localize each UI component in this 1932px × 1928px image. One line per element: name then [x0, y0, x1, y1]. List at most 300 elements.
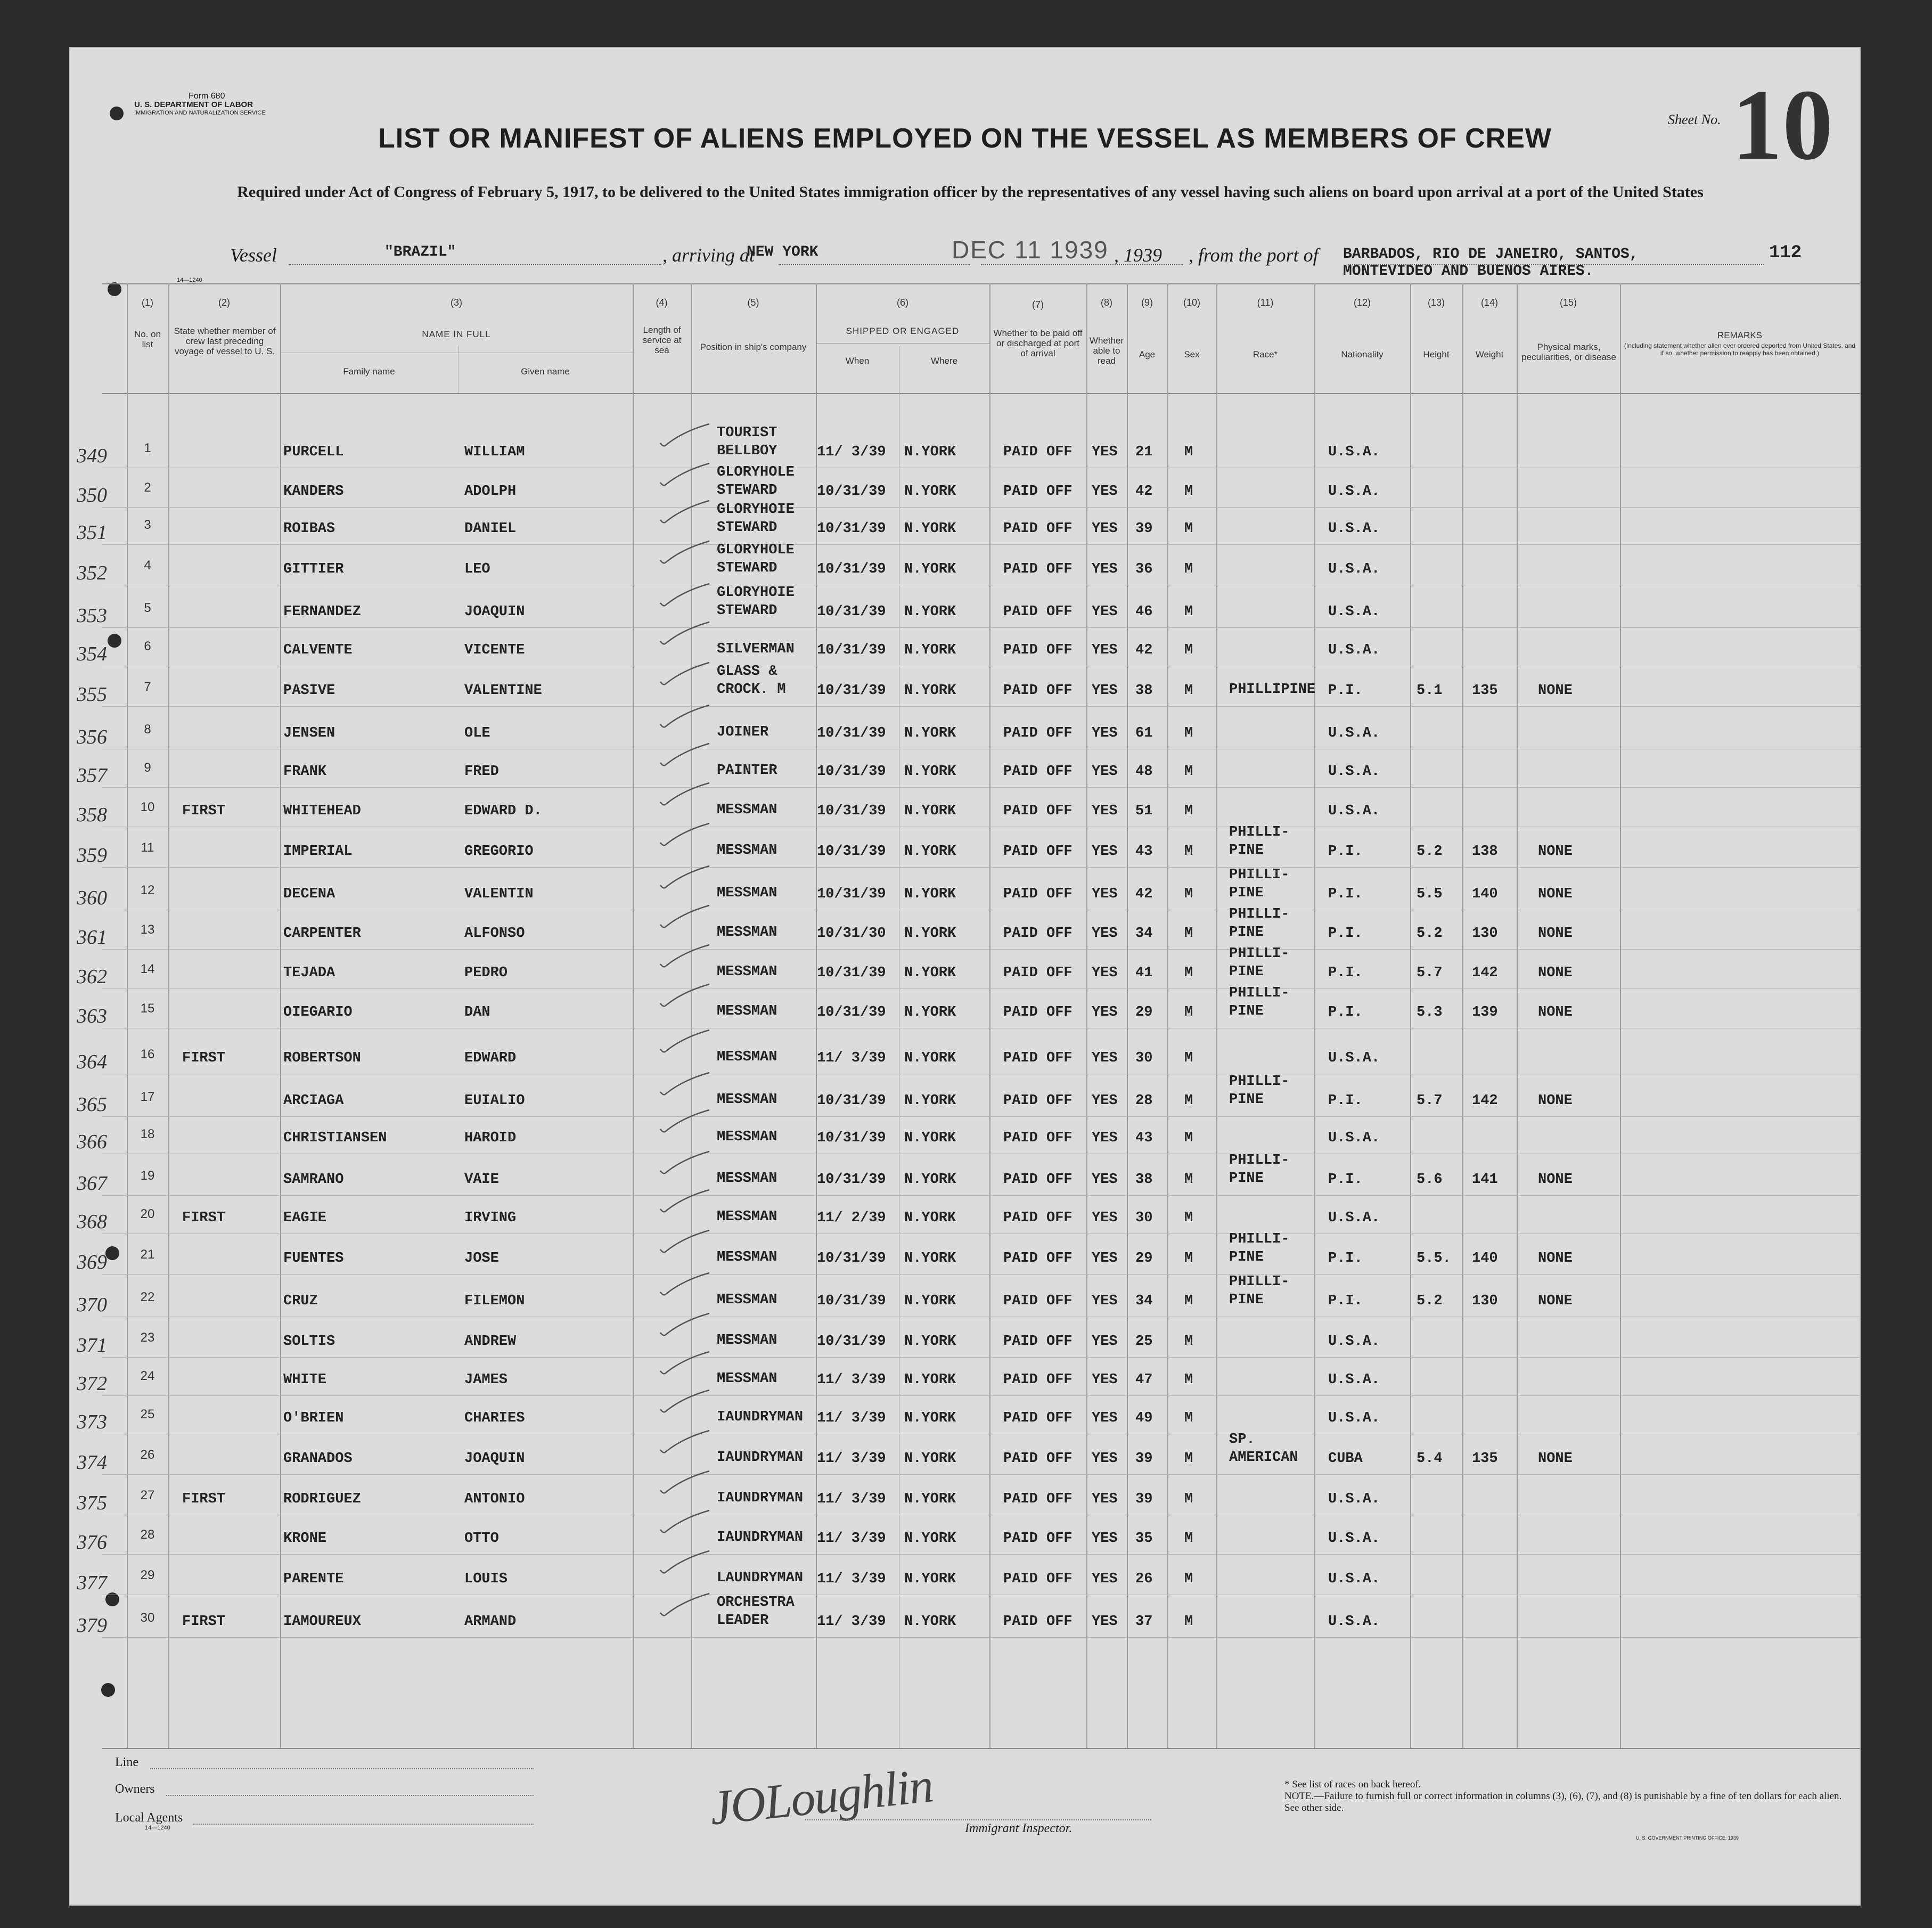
- col-header-shipped: SHIPPED OR ENGAGED: [846, 326, 960, 336]
- shipped-where: N.YORK: [904, 1050, 956, 1066]
- shipped-when: 10/31/39: [817, 1251, 886, 1267]
- checkmark-icon: [656, 1270, 715, 1302]
- position: MESSMAN: [717, 1333, 777, 1349]
- serial-number: 379: [77, 1614, 107, 1637]
- race: PHILLIPINE: [1229, 682, 1316, 698]
- family-name: IMPERIAL: [283, 844, 353, 860]
- age: 34: [1135, 1293, 1153, 1309]
- col-header-remarks: REMARKS: [1717, 330, 1763, 340]
- able-to-read: YES: [1092, 725, 1118, 741]
- nationality: U.S.A.: [1328, 561, 1380, 577]
- able-to-read: YES: [1092, 844, 1118, 860]
- given-name: JOSE: [464, 1251, 499, 1267]
- col-header-remarks-note: (Including statement whether alien ever ordered deported from United States, and if so, whether permission to reapply has been obtained.): [1624, 342, 1856, 357]
- vessel-name: "BRAZIL": [384, 244, 456, 260]
- race-line1: SP.: [1229, 1432, 1255, 1448]
- sex: M: [1184, 484, 1193, 500]
- shipped-where: N.YORK: [904, 1372, 956, 1388]
- height: 5.6: [1417, 1172, 1443, 1188]
- age: 30: [1135, 1050, 1153, 1066]
- paid-off: PAID OFF: [1003, 965, 1073, 981]
- owners-label: Owners: [115, 1782, 155, 1796]
- serial-number: 372: [77, 1373, 107, 1395]
- nationality: U.S.A.: [1328, 764, 1380, 780]
- list-number-cell: 16: [140, 1047, 155, 1061]
- col-header-height: Height: [1423, 349, 1450, 360]
- nationality: U.S.A.: [1328, 1531, 1380, 1547]
- family-name: KANDERS: [283, 484, 344, 500]
- sex: M: [1184, 604, 1193, 620]
- penalty-note: NOTE.—Failure to furnish full or correct information in columns (3), (6), (7), and (8) is punishable by a fine of ten dollars for each alien. See other side.: [1284, 1791, 1842, 1813]
- col-header-weight: Weight: [1475, 349, 1504, 360]
- row-rule: [102, 544, 1860, 545]
- serial-number: 356: [77, 726, 107, 748]
- given-name: VALENTINE: [464, 683, 542, 699]
- shipped-when: 10/31/39: [817, 1172, 886, 1188]
- family-name: IAMOUREUX: [283, 1614, 361, 1630]
- shipped-where: N.YORK: [904, 1614, 956, 1630]
- list-number-cell: 4: [144, 558, 151, 573]
- paid-off: PAID OFF: [1003, 1093, 1073, 1109]
- shipped-where: N.YORK: [904, 1210, 956, 1226]
- family-name: ROBERTSON: [283, 1050, 361, 1066]
- family-name: TEJADA: [283, 965, 335, 981]
- shipped-where: N.YORK: [904, 803, 956, 819]
- able-to-read: YES: [1092, 926, 1118, 942]
- paid-off: PAID OFF: [1003, 1531, 1073, 1547]
- serial-number: 360: [77, 887, 107, 909]
- able-to-read: YES: [1092, 1293, 1118, 1309]
- given-name: FRED: [464, 764, 499, 780]
- nationality: U.S.A.: [1328, 444, 1380, 460]
- checkmark-icon: [656, 1227, 715, 1259]
- list-number-cell: 19: [140, 1169, 155, 1183]
- able-to-read: YES: [1092, 965, 1118, 981]
- physical-marks: NONE: [1538, 886, 1573, 902]
- col-num-8: (8): [1101, 297, 1112, 308]
- previous-voyage: FIRST: [182, 1050, 226, 1066]
- list-number-cell: 30: [140, 1611, 155, 1625]
- from-ports-line2: MONTEVIDEO AND BUENOS AIRES.: [1343, 263, 1594, 280]
- sex: M: [1184, 926, 1193, 942]
- previous-voyage: FIRST: [182, 1491, 226, 1507]
- nationality: U.S.A.: [1328, 484, 1380, 500]
- weight: 141: [1472, 1172, 1498, 1188]
- shipped-where: N.YORK: [904, 965, 956, 981]
- family-name: GITTIER: [283, 561, 344, 577]
- nationality: U.S.A.: [1328, 642, 1380, 658]
- height: 5.5: [1417, 886, 1443, 902]
- family-name: FUENTES: [283, 1251, 344, 1267]
- shipped-where: N.YORK: [904, 1093, 956, 1109]
- sex: M: [1184, 1410, 1193, 1426]
- physical-marks: NONE: [1538, 1451, 1573, 1467]
- shipped-when: 10/31/39: [817, 521, 886, 537]
- family-name: FERNANDEZ: [283, 604, 361, 620]
- able-to-read: YES: [1092, 1451, 1118, 1467]
- age: 49: [1135, 1410, 1153, 1426]
- sex: M: [1184, 886, 1193, 902]
- age: 29: [1135, 1251, 1153, 1267]
- col-num-10: (10): [1183, 297, 1200, 308]
- shipped-when: 10/31/39: [817, 764, 886, 780]
- position: BELLBOY: [717, 443, 777, 459]
- sex: M: [1184, 1334, 1193, 1350]
- given-name: ALFONSO: [464, 926, 525, 942]
- serial-number: 374: [77, 1451, 107, 1474]
- serial-number: 376: [77, 1531, 107, 1554]
- height: 5.2: [1417, 926, 1443, 942]
- given-name: VALENTIN: [464, 886, 534, 902]
- able-to-read: YES: [1092, 561, 1118, 577]
- list-number-cell: 9: [144, 761, 151, 775]
- serial-number: 349: [77, 445, 107, 467]
- shipped-where: N.YORK: [904, 561, 956, 577]
- sex: M: [1184, 1571, 1193, 1587]
- shipped-where: N.YORK: [904, 1004, 956, 1020]
- physical-marks: NONE: [1538, 926, 1573, 942]
- race: PINE: [1229, 885, 1264, 901]
- from-label: , from the port of: [1189, 244, 1319, 266]
- row-rule: [102, 1637, 1860, 1638]
- position: MESSMAN: [717, 843, 777, 859]
- family-name: CALVENTE: [283, 642, 353, 658]
- shipped-when: 11/ 3/39: [817, 444, 886, 460]
- given-name: PEDRO: [464, 965, 508, 981]
- col-header-able-to-read: Whether able to read: [1089, 336, 1124, 366]
- shipped-when: 11/ 3/39: [817, 1491, 886, 1507]
- able-to-read: YES: [1092, 521, 1118, 537]
- nationality: P.I.: [1328, 926, 1363, 942]
- shipped-when: 11/ 3/39: [817, 1614, 886, 1630]
- race-footnote: * See list of races on back hereof.: [1284, 1779, 1421, 1790]
- checkmark-icon: [656, 1507, 715, 1539]
- race-line1: PHILLI-: [1229, 946, 1290, 962]
- weight: 139: [1472, 1004, 1498, 1020]
- family-name: EAGIE: [283, 1210, 327, 1226]
- row-rule: [102, 988, 1860, 989]
- shipped-when: 11/ 3/39: [817, 1372, 886, 1388]
- sex: M: [1184, 764, 1193, 780]
- shipped-when: 10/31/39: [817, 1130, 886, 1146]
- nationality: P.I.: [1328, 886, 1363, 902]
- shipped-where: N.YORK: [904, 1491, 956, 1507]
- family-name: PURCELL: [283, 444, 344, 460]
- nationality: U.S.A.: [1328, 1491, 1380, 1507]
- checkmark-icon: [656, 1027, 715, 1059]
- age: 51: [1135, 803, 1153, 819]
- sheet-number: 10: [1732, 69, 1833, 181]
- age: 42: [1135, 484, 1153, 500]
- weight: 135: [1472, 1451, 1498, 1467]
- position-line1: GLORYHOIE: [717, 585, 795, 601]
- shipped-where: N.YORK: [904, 1130, 956, 1146]
- previous-voyage: FIRST: [182, 803, 226, 819]
- serial-number: 355: [77, 683, 107, 706]
- inspector-label: Immigrant Inspector.: [965, 1821, 1073, 1835]
- able-to-read: YES: [1092, 1491, 1118, 1507]
- col-header-when: When: [845, 356, 870, 366]
- physical-marks: NONE: [1538, 1251, 1573, 1267]
- physical-marks: NONE: [1538, 844, 1573, 860]
- serial-number: 358: [77, 804, 107, 826]
- able-to-read: YES: [1092, 1093, 1118, 1109]
- list-number-cell: 15: [140, 1001, 155, 1016]
- age: 39: [1135, 1491, 1153, 1507]
- position: MESSMAN: [717, 802, 777, 818]
- position: STEWARD: [717, 560, 777, 576]
- nationality: P.I.: [1328, 965, 1363, 981]
- weight: 140: [1472, 886, 1498, 902]
- arrival-port: NEW YORK: [747, 244, 818, 260]
- row-rule: [102, 787, 1860, 788]
- family-name: FRANK: [283, 764, 327, 780]
- given-name: JAMES: [464, 1372, 508, 1388]
- manifest-sheet: [69, 47, 1861, 1906]
- race-line1: PHILLI-: [1229, 985, 1290, 1001]
- position: MESSMAN: [717, 1171, 777, 1187]
- paid-off: PAID OFF: [1003, 803, 1073, 819]
- family-name: SOLTIS: [283, 1334, 335, 1350]
- subtitle: Required under Act of Congress of February 5, 1917, to be delivered to the United States immigration officer by the representatives of any vessel having such aliens on board upon arrival at a port of the United States: [237, 183, 1704, 201]
- sex: M: [1184, 965, 1193, 981]
- col-num-14: (14): [1480, 297, 1498, 308]
- position: LAUNDRYMAN: [717, 1570, 804, 1586]
- paid-off: PAID OFF: [1003, 1251, 1073, 1267]
- shipped-when: 10/31/39: [817, 561, 886, 577]
- nationality: U.S.A.: [1328, 521, 1380, 537]
- row-rule: [102, 949, 1860, 950]
- race-line1: PHILLI-: [1229, 1274, 1290, 1290]
- col-num-13: (13): [1427, 297, 1445, 308]
- sex: M: [1184, 1251, 1193, 1267]
- paid-off: PAID OFF: [1003, 1050, 1073, 1066]
- line-label: Line: [115, 1755, 138, 1769]
- from-ports-line1: BARBADOS, RIO DE JANEIRO, SANTOS,: [1343, 246, 1639, 263]
- list-number-cell: 17: [140, 1090, 155, 1104]
- age: 37: [1135, 1614, 1153, 1630]
- nationality: U.S.A.: [1328, 1050, 1380, 1066]
- paid-off: PAID OFF: [1003, 1571, 1073, 1587]
- list-number-cell: 8: [144, 722, 151, 737]
- shipped-where: N.YORK: [904, 1334, 956, 1350]
- paid-off: PAID OFF: [1003, 926, 1073, 942]
- race-line1: PHILLI-: [1229, 1074, 1290, 1090]
- checkmark-icon: [656, 1187, 715, 1219]
- list-number-cell: 18: [140, 1127, 155, 1141]
- checkmark-icon: [656, 659, 715, 691]
- physical-marks: NONE: [1538, 965, 1573, 981]
- family-name: CHRISTIANSEN: [283, 1130, 387, 1146]
- sex: M: [1184, 725, 1193, 741]
- sex: M: [1184, 521, 1193, 537]
- sex: M: [1184, 1050, 1193, 1066]
- list-number-cell: 14: [140, 962, 155, 976]
- age: 61: [1135, 725, 1153, 741]
- form-number: Form 680: [189, 92, 225, 101]
- nationality: U.S.A.: [1328, 1410, 1380, 1426]
- family-name: ROIBAS: [283, 521, 335, 537]
- checkmark-icon: [656, 497, 715, 529]
- able-to-read: YES: [1092, 1614, 1118, 1630]
- shipped-where: N.YORK: [904, 521, 956, 537]
- paid-off: PAID OFF: [1003, 725, 1073, 741]
- weight: 138: [1472, 844, 1498, 860]
- col-header-age: Age: [1139, 349, 1156, 360]
- local-agents-label: Local Agents: [115, 1811, 183, 1825]
- able-to-read: YES: [1092, 1050, 1118, 1066]
- serial-number: 370: [77, 1294, 107, 1316]
- paid-off: PAID OFF: [1003, 444, 1073, 460]
- list-number-cell: 28: [140, 1527, 155, 1542]
- paid-off: PAID OFF: [1003, 1004, 1073, 1020]
- col-num-1: (1): [142, 297, 153, 308]
- family-name: WHITEHEAD: [283, 803, 361, 819]
- serial-number: 365: [77, 1093, 107, 1116]
- shipped-when: 10/31/39: [817, 604, 886, 620]
- nationality: U.S.A.: [1328, 1334, 1380, 1350]
- serial-number: 369: [77, 1251, 107, 1273]
- position: IAUNDRYMAN: [717, 1530, 804, 1546]
- shipped-when: 10/31/39: [817, 1334, 886, 1350]
- list-number-cell: 11: [141, 840, 154, 855]
- physical-marks: NONE: [1538, 1293, 1573, 1309]
- shipped-where: N.YORK: [904, 484, 956, 500]
- paid-off: PAID OFF: [1003, 1334, 1073, 1350]
- given-name: CHARIES: [464, 1410, 525, 1426]
- checkmark-icon: [656, 1107, 715, 1139]
- list-number-cell: 25: [140, 1407, 155, 1422]
- height: 5.3: [1417, 1004, 1443, 1020]
- list-number-cell: 1: [144, 441, 151, 455]
- row-rule: [102, 627, 1860, 628]
- age: 28: [1135, 1093, 1153, 1109]
- list-number-cell: 10: [140, 800, 155, 814]
- form-code: 14—1240: [177, 277, 202, 283]
- age: 41: [1135, 965, 1153, 981]
- given-name: GREGORIO: [464, 844, 534, 860]
- serial-number: 351: [77, 521, 107, 544]
- shipped-when: 10/31/39: [817, 484, 886, 500]
- race-line1: PHILLI-: [1229, 824, 1290, 840]
- list-number-cell: 2: [144, 480, 151, 495]
- col-header-nationality: Nationality: [1341, 349, 1383, 360]
- weight: 142: [1472, 965, 1498, 981]
- paid-off: PAID OFF: [1003, 1293, 1073, 1309]
- age: 25: [1135, 1334, 1153, 1350]
- checkmark-icon: [656, 702, 715, 734]
- shipped-when: 10/31/39: [817, 725, 886, 741]
- serial-number: 352: [77, 562, 107, 584]
- position: IAUNDRYMAN: [717, 1490, 804, 1506]
- family-name: PARENTE: [283, 1571, 344, 1587]
- list-number-cell: 22: [140, 1290, 155, 1304]
- shipped-where: N.YORK: [904, 764, 956, 780]
- given-name: JOAQUIN: [464, 1451, 525, 1467]
- checkmark-icon: [656, 1548, 715, 1580]
- height: 5.5.: [1417, 1251, 1451, 1267]
- col-header-physical-marks: Physical marks, peculiarities, or disease: [1521, 342, 1616, 362]
- position: STEWARD: [717, 520, 777, 536]
- col-num-11: (11): [1257, 297, 1274, 308]
- physical-marks: NONE: [1538, 1172, 1573, 1188]
- able-to-read: YES: [1092, 1334, 1118, 1350]
- checkmark-icon: [656, 460, 715, 492]
- family-name: CARPENTER: [283, 926, 361, 942]
- given-name: EDWARD D.: [464, 803, 542, 819]
- printer-imprint: U. S. GOVERNMENT PRINTING OFFICE: 1939: [1636, 1835, 1739, 1841]
- checkmark-icon: [656, 1148, 715, 1180]
- race: PINE: [1229, 925, 1264, 941]
- nationality: P.I.: [1328, 1172, 1363, 1188]
- paid-off: PAID OFF: [1003, 484, 1073, 500]
- position: MESSMAN: [717, 1249, 777, 1265]
- previous-voyage: FIRST: [182, 1210, 226, 1226]
- race-line1: PHILLI-: [1229, 1153, 1290, 1169]
- list-number-cell: 7: [144, 680, 151, 694]
- paid-off: PAID OFF: [1003, 1210, 1073, 1226]
- given-name: JOAQUIN: [464, 604, 525, 620]
- serial-number: 377: [77, 1572, 107, 1594]
- position: MESSMAN: [717, 1209, 777, 1225]
- family-name: WHITE: [283, 1372, 327, 1388]
- list-number-cell: 26: [140, 1448, 155, 1462]
- given-name: DANIEL: [464, 521, 517, 537]
- serial-number: 350: [77, 484, 107, 506]
- checkmark-icon: [656, 780, 715, 812]
- shipped-where: N.YORK: [904, 1293, 956, 1309]
- shipped-where: N.YORK: [904, 844, 956, 860]
- age: 21: [1135, 444, 1153, 460]
- race: PINE: [1229, 843, 1264, 859]
- nationality: CUBA: [1328, 1451, 1363, 1467]
- able-to-read: YES: [1092, 1410, 1118, 1426]
- arriving-label: , arriving at: [662, 244, 755, 266]
- punch-hole: [108, 634, 121, 648]
- nationality: P.I.: [1328, 1293, 1363, 1309]
- sex: M: [1184, 1004, 1193, 1020]
- age: 43: [1135, 1130, 1153, 1146]
- checkmark-icon: [656, 740, 715, 772]
- age: 39: [1135, 521, 1153, 537]
- serial-number: 361: [77, 926, 107, 949]
- given-name: WILLIAM: [464, 444, 525, 460]
- able-to-read: YES: [1092, 1130, 1118, 1146]
- col-num-5: (5): [747, 297, 759, 308]
- row-rule: [102, 1116, 1860, 1117]
- family-name: GRANADOS: [283, 1451, 353, 1467]
- checkmark-icon: [656, 942, 715, 974]
- shipped-where: N.YORK: [904, 683, 956, 699]
- checkmark-icon: [656, 981, 715, 1013]
- list-number-cell: 20: [140, 1207, 155, 1221]
- age: 30: [1135, 1210, 1153, 1226]
- col-header-previous-voyage: State whether member of crew last preceding voyage of vessel to U. S.: [174, 326, 276, 356]
- list-number-cell: 12: [140, 883, 155, 897]
- position-line1: GLORYHOLE: [717, 542, 795, 558]
- height: 5.7: [1417, 965, 1443, 981]
- race-line1: PHILLI-: [1229, 867, 1290, 883]
- position: MESSMAN: [717, 1003, 777, 1019]
- shipped-when: 11/ 2/39: [817, 1210, 886, 1226]
- serial-number: 353: [77, 604, 107, 627]
- able-to-read: YES: [1092, 484, 1118, 500]
- age: 42: [1135, 642, 1153, 658]
- serial-number: 363: [77, 1005, 107, 1027]
- shipped-where: N.YORK: [904, 725, 956, 741]
- age: 47: [1135, 1372, 1153, 1388]
- punch-hole: [101, 1683, 115, 1697]
